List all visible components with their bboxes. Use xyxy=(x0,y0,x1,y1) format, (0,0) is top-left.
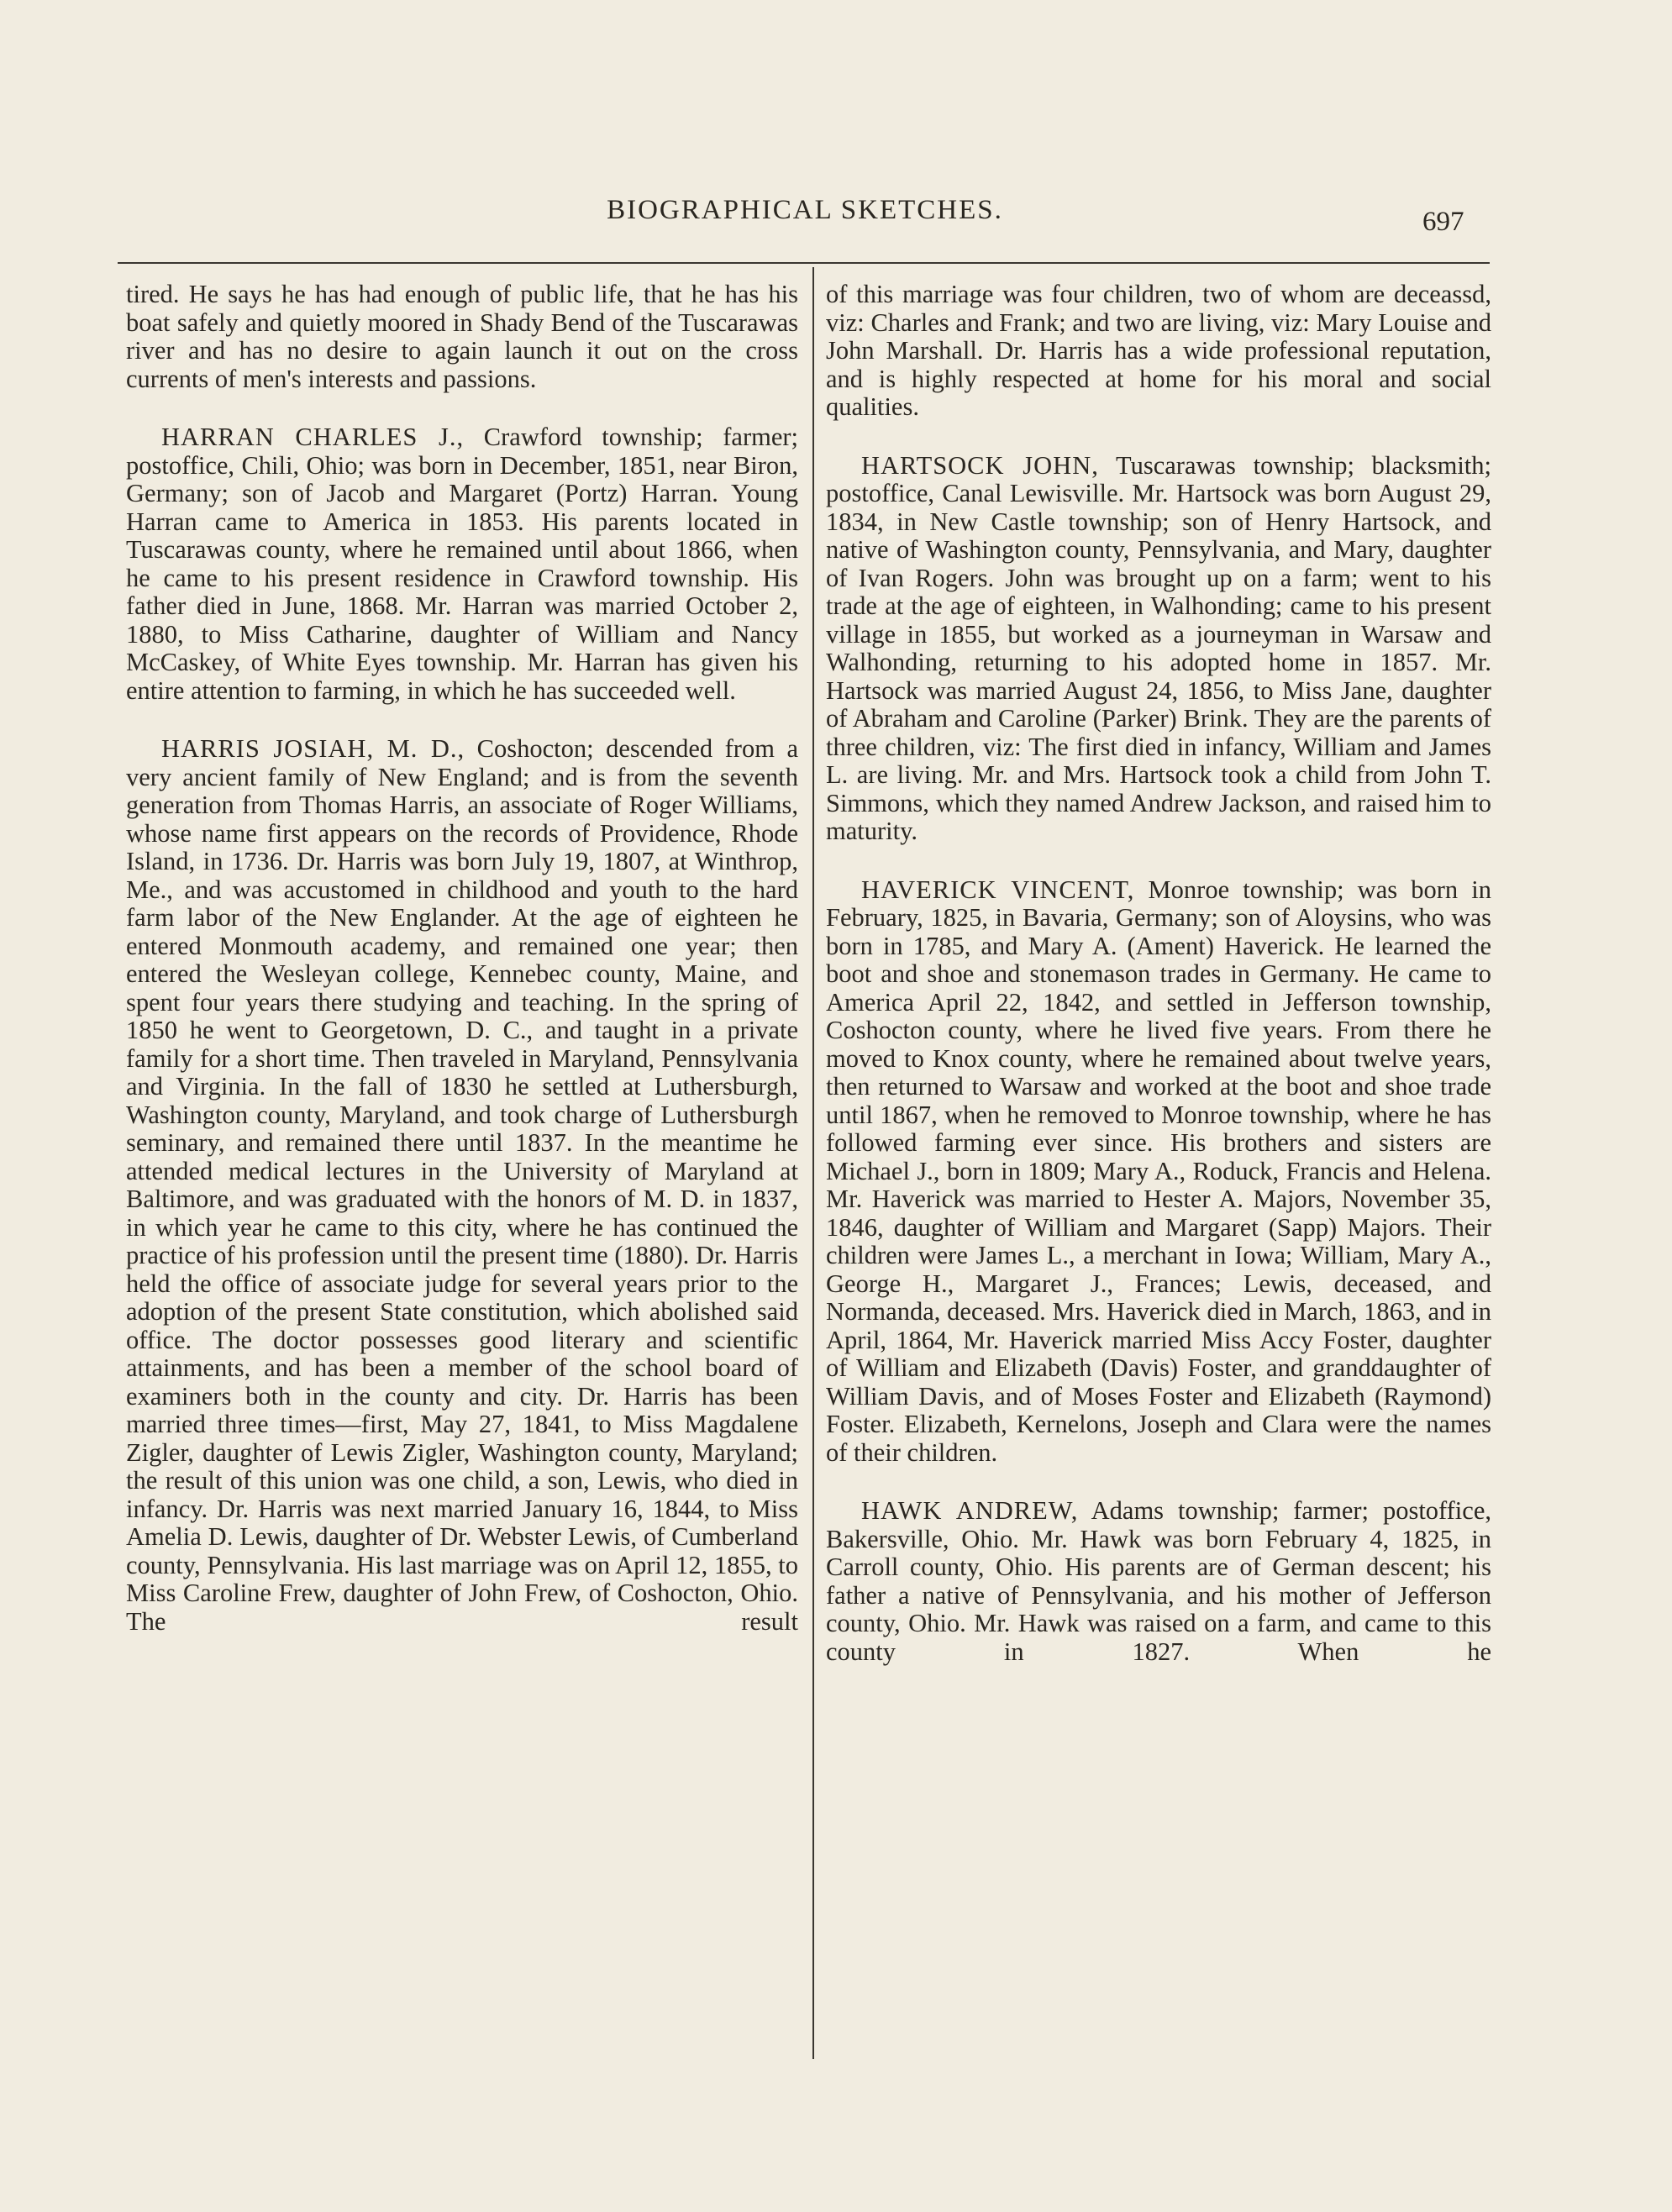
page-number: 697 xyxy=(1422,207,1464,237)
running-title: BIOGRAPHICAL SKETCHES. xyxy=(607,195,1003,225)
biography-entry-harris xyxy=(126,735,798,1636)
page-header xyxy=(0,195,1672,245)
biography-entry-harran xyxy=(126,423,798,705)
entry-name: HAWK ANDREW, xyxy=(861,1496,1079,1525)
biography-entry-haverick xyxy=(826,876,1491,1468)
biography-entry-hawk xyxy=(826,1497,1491,1666)
left-column xyxy=(126,281,798,2053)
entry-name: HARRAN CHARLES J., xyxy=(161,423,465,451)
continued-paragraph: tired. He says he has had enough of public life, that he has his boat safely and quietly moored in Shady Bend of the Tuscarawas river and has no desire to again launch it out on the cross currents of men's interests and passions. xyxy=(126,281,798,393)
entry-name: HARRIS JOSIAH, M. D., xyxy=(161,734,465,763)
entry-text: Adams township; farmer; postoffice, Bakersville, Ohio. Mr. Hawk was born February 4, 1825, in Carroll county, Ohio. His parents are of German descent; his father a native of Pennsylvania, and his mother of Jefferson county, Ohio. Mr. Hawk was raised on a farm, and came to this county in 1827. When he xyxy=(826,1496,1491,1666)
header-rule xyxy=(118,262,1490,264)
biography-entry-hartsock xyxy=(826,452,1491,846)
column-divider xyxy=(812,267,814,2059)
entry-text: Crawford township; farmer; postoffice, Chili, Ohio; was born in December, 1851, near Biron, Germany; son of Jacob and Margaret (Portz) Harran. Young Harran came to America in 1853. His parents located in Tuscarawas county, where he remained until about 1866, when he came to his present residence in Crawford township. His father died in June, 1868. Mr. Harran was married October 2, 1880, to Miss Catharine, daughter of William and Nancy McCaskey, of White Eyes township. Mr. Harran has given his entire attention to farming, in which he has succeeded well. xyxy=(126,423,798,705)
entry-text: Monroe township; was born in February, 1825, in Bavaria, Germany; son of Aloysins, who was born in 1785, and Mary A. (Ament) Haverick. He learned the boot and shoe and stonemason trades in Germany. He came to America April 22, 1842, and settled in Jefferson township, Coshocton county, where he lived five years. From there he moved to Knox county, where he remained about twelve years, then returned to Warsaw and worked at the boot and shoe trade until 1867, when he removed to Monroe township, where he has followed farming ever since. His brothers and sisters are Michael J., born in 1809; Mary A., Roduck, Francis and Helena. Mr. Haverick was married to Hester A. Majors, November 35, 1846, daughter of William and Margaret (Sapp) Majors. Their children were James L., a merchant in Iowa; William, Mary A., George H., Margaret J., Frances; Lewis, deceased, and Normanda, deceased. Mrs. Haverick died in March, 1863, and in April, 1864, Mr. Haverick married Miss Accy Foster, daughter of William and Elizabeth (Davis) Foster, and granddaughter of William Davis, and of Moses Foster and Elizabeth (Raymond) Foster. Elizabeth, Kernelons, Joseph and Clara were the names of their children. xyxy=(826,875,1491,1467)
entry-text: Coshocton; descended from a very ancient family of New England; and is from the seventh generation from Thomas Harris, an associate of Roger Williams, whose name first appears on the records of Providence, Rhode Island, in 1736. Dr. Harris was born July 19, 1807, at Winthrop, Me., and was accustomed in childhood and youth to the hard farm labor of the New Englander. At the age of eighteen he entered Monmouth academy, and remained one year; then entered the Wesleyan college, Kennebec county, Maine, and spent four years there studying and teaching. In the spring of 1850 he went to Georgetown, D. C., and taught in a private family for a short time. Then traveled in Maryland, Pennsylvania and Virginia. In the fall of 1830 he settled at Luthersburgh, Washington county, Maryland, and took charge of Luthersburgh seminary, and remained there until 1837. In the meantime he attended medical lectures in the University of Maryland at Baltimore, and was graduated with the honors of M. D. in 1837, in which year he came to this city, where he has continued the practice of his profession until the present time (1880). Dr. Harris held the office of associate judge for several years prior to the adoption of the present State constitution, which abolished said office. The doctor possesses good literary and scientific attainments, and has been a member of the school board of examiners both in the county and city. Dr. Harris has been married three times—first, May 27, 1841, to Miss Magdalene Zigler, daughter of Lewis Zigler, Washington county, Maryland; the result of this union was one child, a son, Lewis, who died in infancy. Dr. Harris was next married January 16, 1844, to Miss Amelia D. Lewis, daughter of Dr. Webster Lewis, of Cumberland county, Pennsylvania. His last marriage was on April 12, 1855, to Miss Caroline Frew, daughter of John Frew, of Coshocton, Ohio. The result xyxy=(126,734,798,1636)
right-column xyxy=(826,281,1491,2053)
continued-paragraph: of this marriage was four children, two of whom are deceassd, viz: Charles and Frank; and two are living, viz: Mary Louise and John Marshall. Dr. Harris has a wide professional reputation, and is highly respected at home for his moral and social qualities. xyxy=(826,281,1491,421)
entry-name: HARTSOCK JOHN, xyxy=(861,450,1099,480)
entry-name: HAVERICK VINCENT, xyxy=(861,875,1135,904)
entry-text: Tuscarawas township; blacksmith; postoffice, Canal Lewisville. Mr. Hartsock was born August 29, 1834, in New Castle township; son of Henry Hartsock, and native of Washington county, Pennsylvania, and Mary, daughter of Ivan Rogers. John was brought up on a farm; went to his trade at the age of eighteen, in Walhonding; came to his present village in 1855, but worked as a journeyman in Warsaw and Walhonding, returning to his adopted home in 1857. Mr. Hartsock was married August 24, 1856, to Miss Jane, daughter of Abraham and Caroline (Parker) Brink. They are the parents of three children, viz: The first died in infancy, William and James L. are living. Mr. and Mrs. Hartsock took a child from John T. Simmons, which they named Andrew Jackson, and raised him to maturity. xyxy=(826,450,1491,845)
